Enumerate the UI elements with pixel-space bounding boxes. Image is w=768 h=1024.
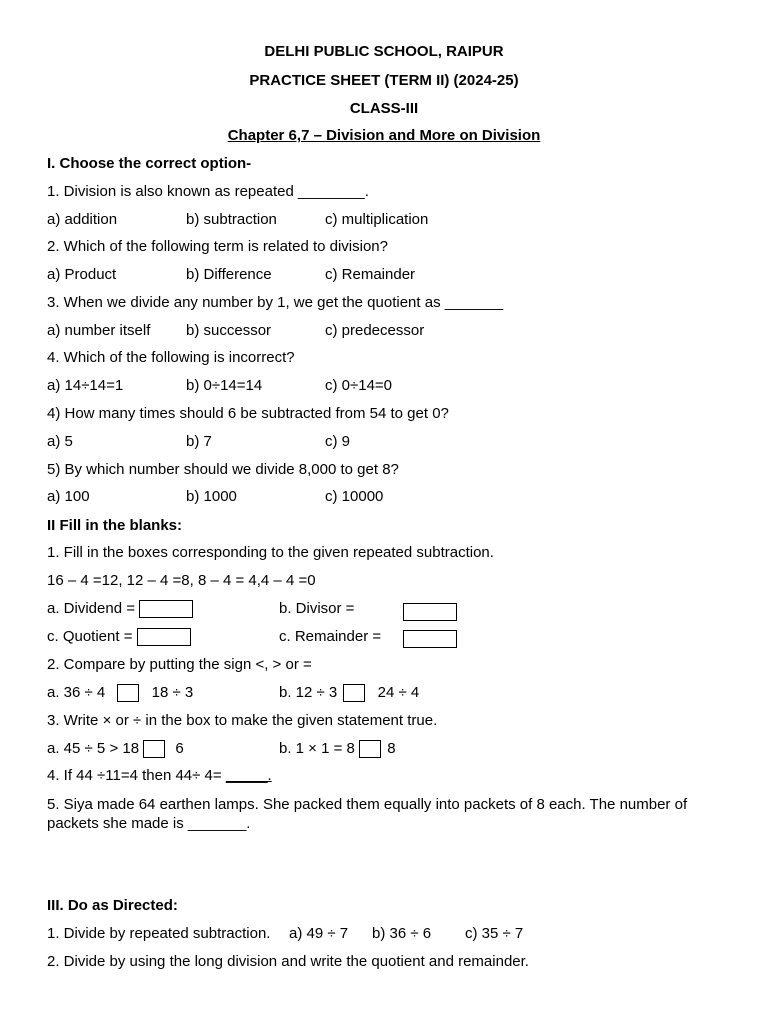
operator-b-left: b. 1 × 1 = 8 — [279, 740, 355, 757]
compare-row-b — [279, 684, 419, 702]
compare-b-right: 24 ÷ 4 — [377, 684, 420, 701]
mcq-question-4: 4. Which of the following is incorrect? — [47, 349, 295, 366]
directed-question-1c: c) 35 ÷ 7 — [465, 925, 524, 942]
mcq-question-6: 5) By which number should we divide 8,000 to get 8? — [47, 461, 399, 478]
compare-a-left: a. 36 ÷ 4 — [47, 684, 106, 701]
fill-question-1: 1. Fill in the boxes corresponding to the given repeated subtraction. — [47, 544, 494, 561]
mcq-option-5b: b) 7 — [186, 433, 212, 450]
section2-heading: II Fill in the blanks: — [47, 517, 183, 534]
operator-a-box[interactable] — [143, 740, 165, 758]
mcq-option-4c: c) 0÷14=0 — [325, 377, 393, 394]
mcq-question-2: 2. Which of the following term is related to division? — [47, 238, 388, 255]
mcq-option-3c: c) predecessor — [325, 322, 425, 339]
mcq-option-5a: a) 5 — [47, 433, 73, 450]
operator-a-right: 6 — [175, 740, 184, 757]
section3-heading: III. Do as Directed: — [47, 897, 178, 914]
mcq-option-6b: b) 1000 — [186, 488, 237, 505]
mcq-option-1c: c) multiplication — [325, 211, 429, 228]
compare-b-left: b. 12 ÷ 3 — [279, 684, 338, 701]
mcq-question-5: 4) How many times should 6 be subtracted from 54 to get 0? — [47, 405, 449, 422]
compare-row-a — [47, 684, 193, 702]
mcq-option-6a: a) 100 — [47, 488, 90, 505]
chapter-title: Chapter 6,7 – Division and More on Division — [227, 127, 541, 144]
quotient-answer-box[interactable] — [137, 628, 191, 646]
fill-question-4-text: 4. If 44 ÷11=4 then 44÷ 4= — [47, 767, 226, 784]
sheet-title: PRACTICE SHEET (TERM II) (2024-25) — [249, 72, 519, 89]
operator-b-box[interactable] — [359, 740, 381, 758]
mcq-option-2b: b) Difference — [186, 266, 272, 283]
remainder-answer-box[interactable] — [403, 630, 457, 648]
operator-a-left: a. 45 ÷ 5 > 18 — [47, 740, 140, 757]
directed-question-1: 1. Divide by repeated subtraction. — [47, 925, 271, 942]
mcq-option-3b: b) successor — [186, 322, 272, 339]
fill-question-4 — [47, 767, 272, 784]
mcq-question-3: 3. When we divide any number by 1, we get the quotient as _______ — [47, 294, 504, 311]
mcq-option-6c: c) 10000 — [325, 488, 384, 505]
divisor-answer-box[interactable] — [403, 603, 457, 621]
fill-question-3: 3. Write × or ÷ in the box to make the given statement true. — [47, 712, 438, 729]
dividend-row — [47, 600, 193, 618]
dividend-answer-box[interactable] — [139, 600, 193, 618]
mcq-option-5c: c) 9 — [325, 433, 351, 450]
operator-row-a — [47, 740, 184, 758]
remainder-label: c. Remainder = — [279, 628, 382, 645]
mcq-option-1a: a) addition — [47, 211, 118, 228]
class-label: CLASS-III — [349, 100, 419, 117]
mcq-option-4a: a) 14÷14=1 — [47, 377, 124, 394]
fill-question-4-blank: _____. — [225, 767, 272, 784]
school-name: DELHI PUBLIC SCHOOL, RAIPUR — [264, 43, 504, 60]
directed-question-2: 2. Divide by using the long division and write the quotient and remainder. — [47, 953, 529, 970]
mcq-option-3a: a) number itself — [47, 322, 151, 339]
fill-question-1-expression: 16 – 4 =12, 12 – 4 =8, 8 – 4 = 4,4 – 4 =0 — [47, 572, 316, 589]
mcq-option-2c: c) Remainder — [325, 266, 416, 283]
section1-heading: I. Choose the correct option- — [47, 155, 252, 172]
dividend-label: a. Dividend = — [47, 600, 135, 617]
mcq-option-2a: a) Product — [47, 266, 117, 283]
mcq-option-4b: b) 0÷14=14 — [186, 377, 263, 394]
directed-question-1b: b) 36 ÷ 6 — [372, 925, 432, 942]
compare-a-sign-box[interactable] — [117, 684, 139, 702]
divisor-label: b. Divisor = — [279, 600, 355, 617]
quotient-label: c. Quotient = — [47, 628, 133, 645]
mcq-option-1b: b) subtraction — [186, 211, 277, 228]
mcq-question-1: 1. Division is also known as repeated ________. — [47, 183, 369, 200]
compare-b-sign-box[interactable] — [343, 684, 365, 702]
compare-a-right: 18 ÷ 3 — [151, 684, 194, 701]
operator-row-b — [279, 740, 396, 758]
operator-b-right: 8 — [387, 740, 396, 757]
quotient-row — [47, 628, 191, 646]
fill-question-5: 5. Siya made 64 earthen lamps. She packed them equally into packets of 8 each. The number of packets she made is _______. — [47, 796, 688, 832]
fill-question-2: 2. Compare by putting the sign <, > or = — [47, 656, 312, 673]
directed-question-1a: a) 49 ÷ 7 — [289, 925, 349, 942]
